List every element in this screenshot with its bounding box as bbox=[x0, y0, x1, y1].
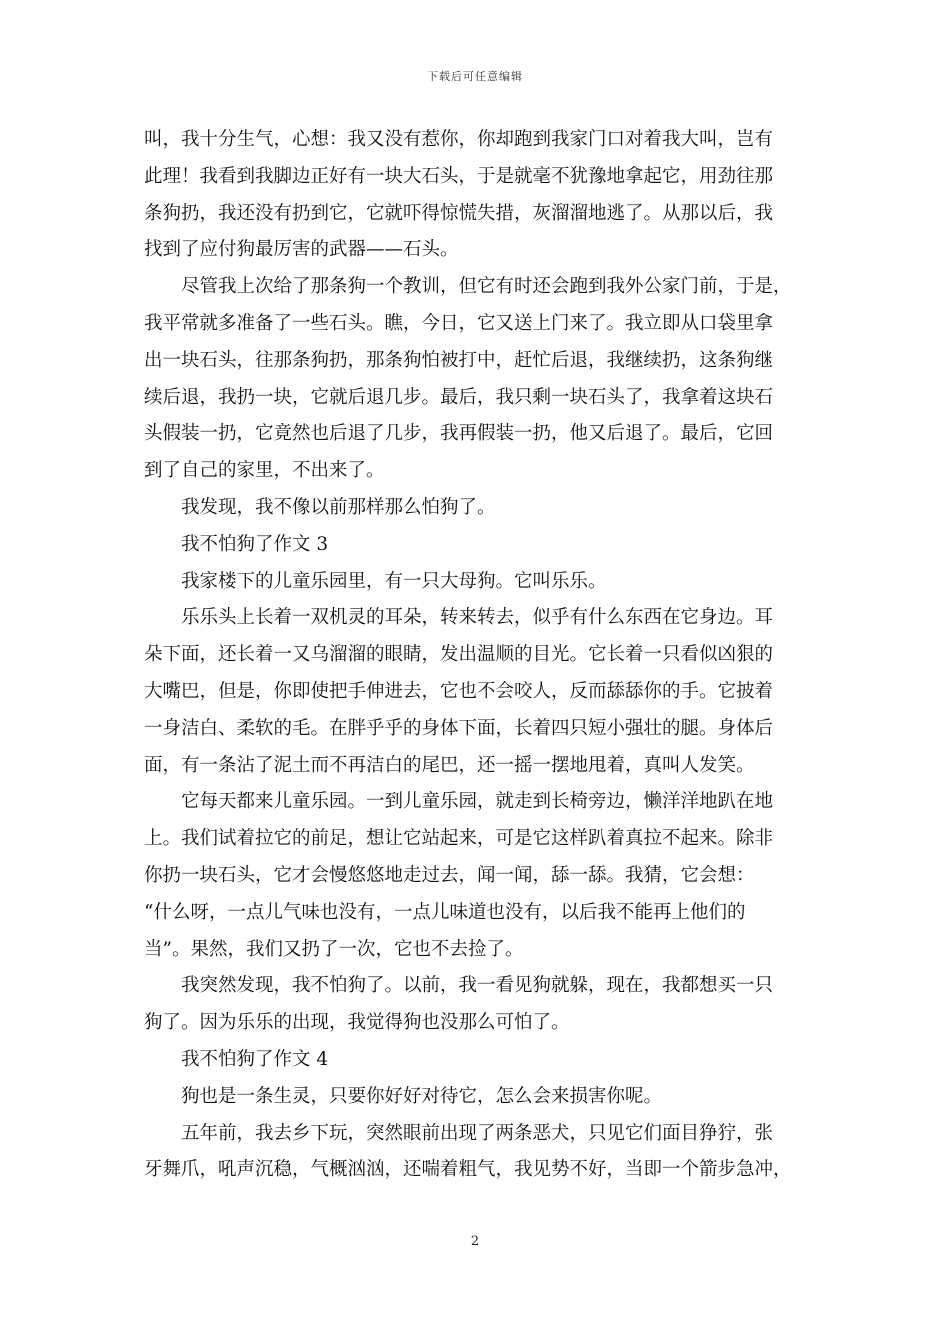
text-line: 我家楼下的儿童乐园里，有一只大母狗。它叫乐乐。 bbox=[181, 570, 607, 592]
text-line: 头假装一扔，它竟然也后退了几步，我再假装一扔，他又后退了。最后，它回 bbox=[144, 423, 774, 445]
text-line: 我不怕狗了作文 3 bbox=[181, 533, 329, 555]
text-line: 大嘴巴，但是，你即使把手伸进去，它也不会咬人，反而舔舔你的手。它披着 bbox=[144, 680, 774, 702]
text-line: 你扔一块石头，它才会慢悠悠地走过去，闻一闻，舔一舔。我猜，它会想： bbox=[144, 864, 755, 886]
text-line: 我发现，我不像以前那样那么怕狗了。 bbox=[181, 496, 496, 518]
text-line: 乐乐头上长着一双机灵的耳朵，转来转去，似乎有什么东西在它身边。耳 bbox=[181, 607, 774, 629]
text-line: 尽管我上次给了那条狗一个教训，但它有时还会跑到我外公家门前，于是， bbox=[181, 276, 792, 298]
text-line: 狗了。因为乐乐的出现，我觉得狗也没那么可怕了。 bbox=[144, 1012, 570, 1034]
document-body bbox=[144, 122, 824, 1189]
text-line: 它每天都来儿童乐园。一到儿童乐园，就走到长椅旁边，懒洋洋地趴在地 bbox=[181, 791, 774, 813]
text-line: 找到了应付狗最厉害的武器——石头。 bbox=[144, 239, 459, 261]
text-line: 我不怕狗了作文 4 bbox=[181, 1048, 329, 1070]
text-line: “什么呀，一点儿气味也没有，一点儿味道也没有，以后我不能再上他们的 bbox=[144, 901, 746, 923]
text-line: 面，有一条沾了泥土而不再洁白的尾巴，还一摇一摆地甩着，真叫人发笑。 bbox=[144, 754, 755, 776]
text-line: 上。我们试着拉它的前足，想让它站起来，可是它这样趴着真拉不起来。除非 bbox=[144, 828, 774, 850]
text-line: 到了自己的家里，不出来了。 bbox=[144, 460, 385, 482]
text-line: 此理！我看到我脚边正好有一块大石头，于是就毫不犹豫地拿起它，用劲往那 bbox=[144, 165, 774, 187]
text-line: 当”。果然，我们又扔了一次，它也不去捡了。 bbox=[144, 938, 524, 960]
text-line: 条狗扔，我还没有扔到它，它就吓得惊慌失措，灰溜溜地逃了。从那以后，我 bbox=[144, 202, 774, 224]
text-line: 出一块石头，往那条狗扔，那条狗怕被打中，赶忙后退，我继续扔，这条狗继 bbox=[144, 349, 774, 371]
text-line: 朵下面，还长着一又乌溜溜的眼睛，发出温顺的目光。它长着一只看似凶狠的 bbox=[144, 644, 774, 666]
page-number: 2 bbox=[470, 1234, 480, 1249]
text-line: 牙舞爪，吼声沉稳，气概汹汹，还喘着粗气，我见势不好，当即一个箭步急冲， bbox=[144, 1159, 792, 1181]
body-text bbox=[144, 122, 824, 1189]
text-line: 续后退，我扔一块，它就后退几步。最后，我只剩一块石头了，我拿着这块石 bbox=[144, 386, 774, 408]
text-line: 我突然发现，我不怕狗了。以前，我一看见狗就躲，现在，我都想买一只 bbox=[181, 975, 774, 997]
text-line: 五年前，我去乡下玩，突然眼前出现了两条恶犬，只见它们面目狰狞，张 bbox=[181, 1122, 774, 1144]
text-line: 叫，我十分生气，心想：我又没有惹你，你却跑到我家门口对着我大叫，岂有 bbox=[144, 129, 774, 150]
text-line: 我平常就多准备了一些石头。瞧，今日，它又送上门来了。我立即从口袋里拿 bbox=[144, 312, 774, 334]
text-line: 狗也是一条生灵，只要你好好对待它，怎么会来损害你呢。 bbox=[181, 1085, 663, 1107]
text-line: 一身洁白、柔软的毛。在胖乎乎的身体下面，长着四只短小强壮的腿。身体后 bbox=[144, 717, 774, 739]
page-header: 下载后可任意编辑 bbox=[427, 70, 523, 83]
